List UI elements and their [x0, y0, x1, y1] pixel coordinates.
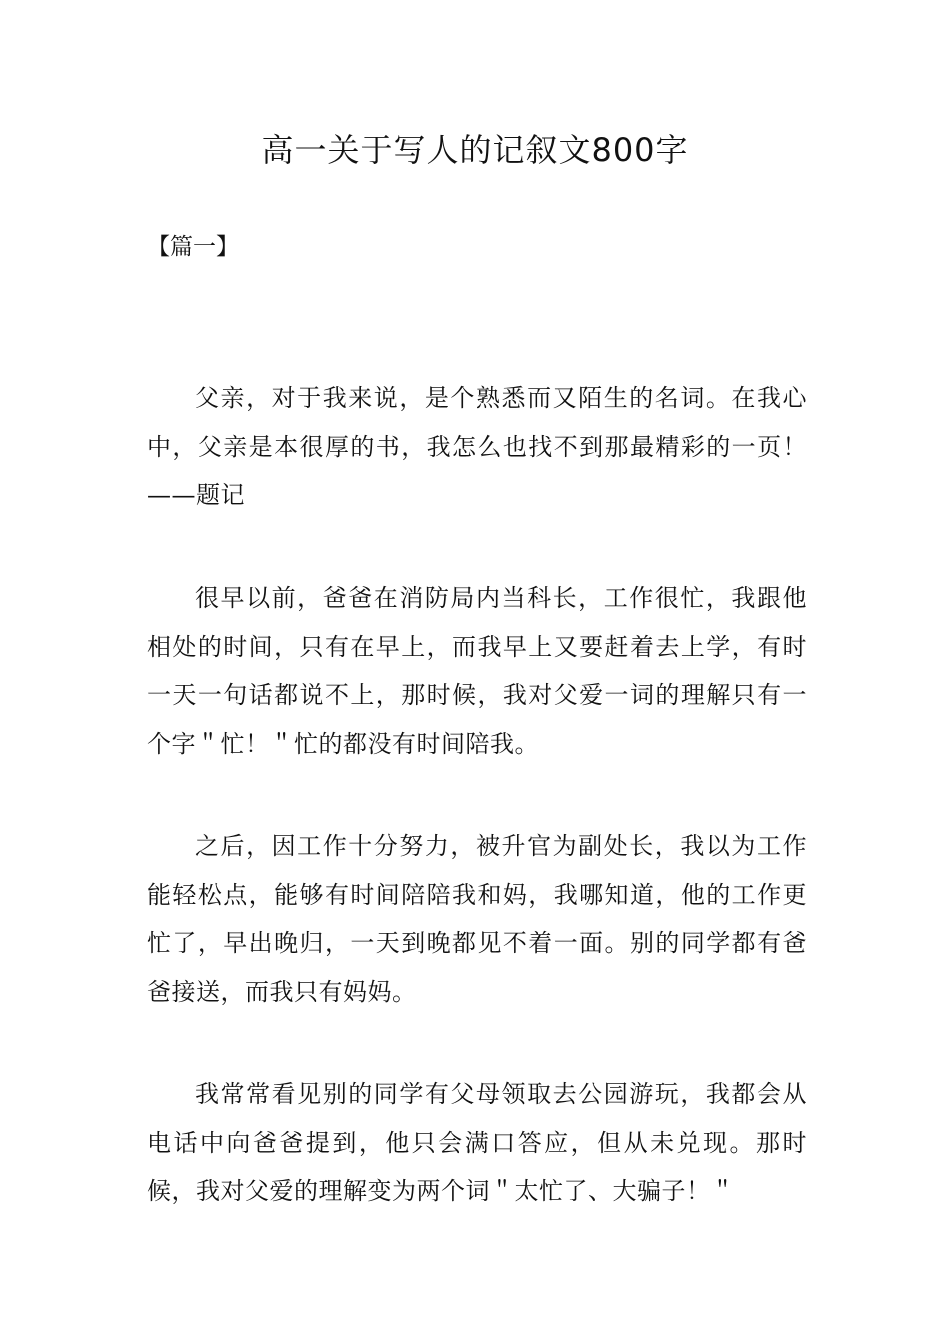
paragraph-1: 父亲，对于我来说，是个熟悉而又陌生的名词。在我心中，父亲是本很厚的书，我怎么也找不到那最精彩的一页！——题记 [147, 384, 807, 509]
paragraph-3: 之后，因工作十分努力，被升官为副处长，我以为工作能轻松点，能够有时间陪陪我和妈，我哪知道，他的工作更忙了，早出晚归，一天到晚都见不着一面。别的同学都有爸爸接送，而我只有妈妈。 [147, 832, 807, 1006]
document-title: 高一关于写人的记叙文800字 [261, 131, 689, 169]
paragraph-2: 很早以前，爸爸在消防局内当科长，工作很忙，我跟他相处的时间，只有在早上，而我早上又要赶着去上学，有时一天一句话都说不上，那时候，我对父爱一词的理解只有一个字＂忙！＂忙的都没有时间陪我。 [147, 584, 807, 758]
section-label: 【篇一】 [147, 234, 239, 260]
paragraph-4: 我常常看见别的同学有父母领取去公园游玩，我都会从电话中向爸爸提到，他只会满口答应，但从未兑现。那时候，我对父爱的理解变为两个词＂太忙了、大骗子！＂ [147, 1080, 807, 1205]
